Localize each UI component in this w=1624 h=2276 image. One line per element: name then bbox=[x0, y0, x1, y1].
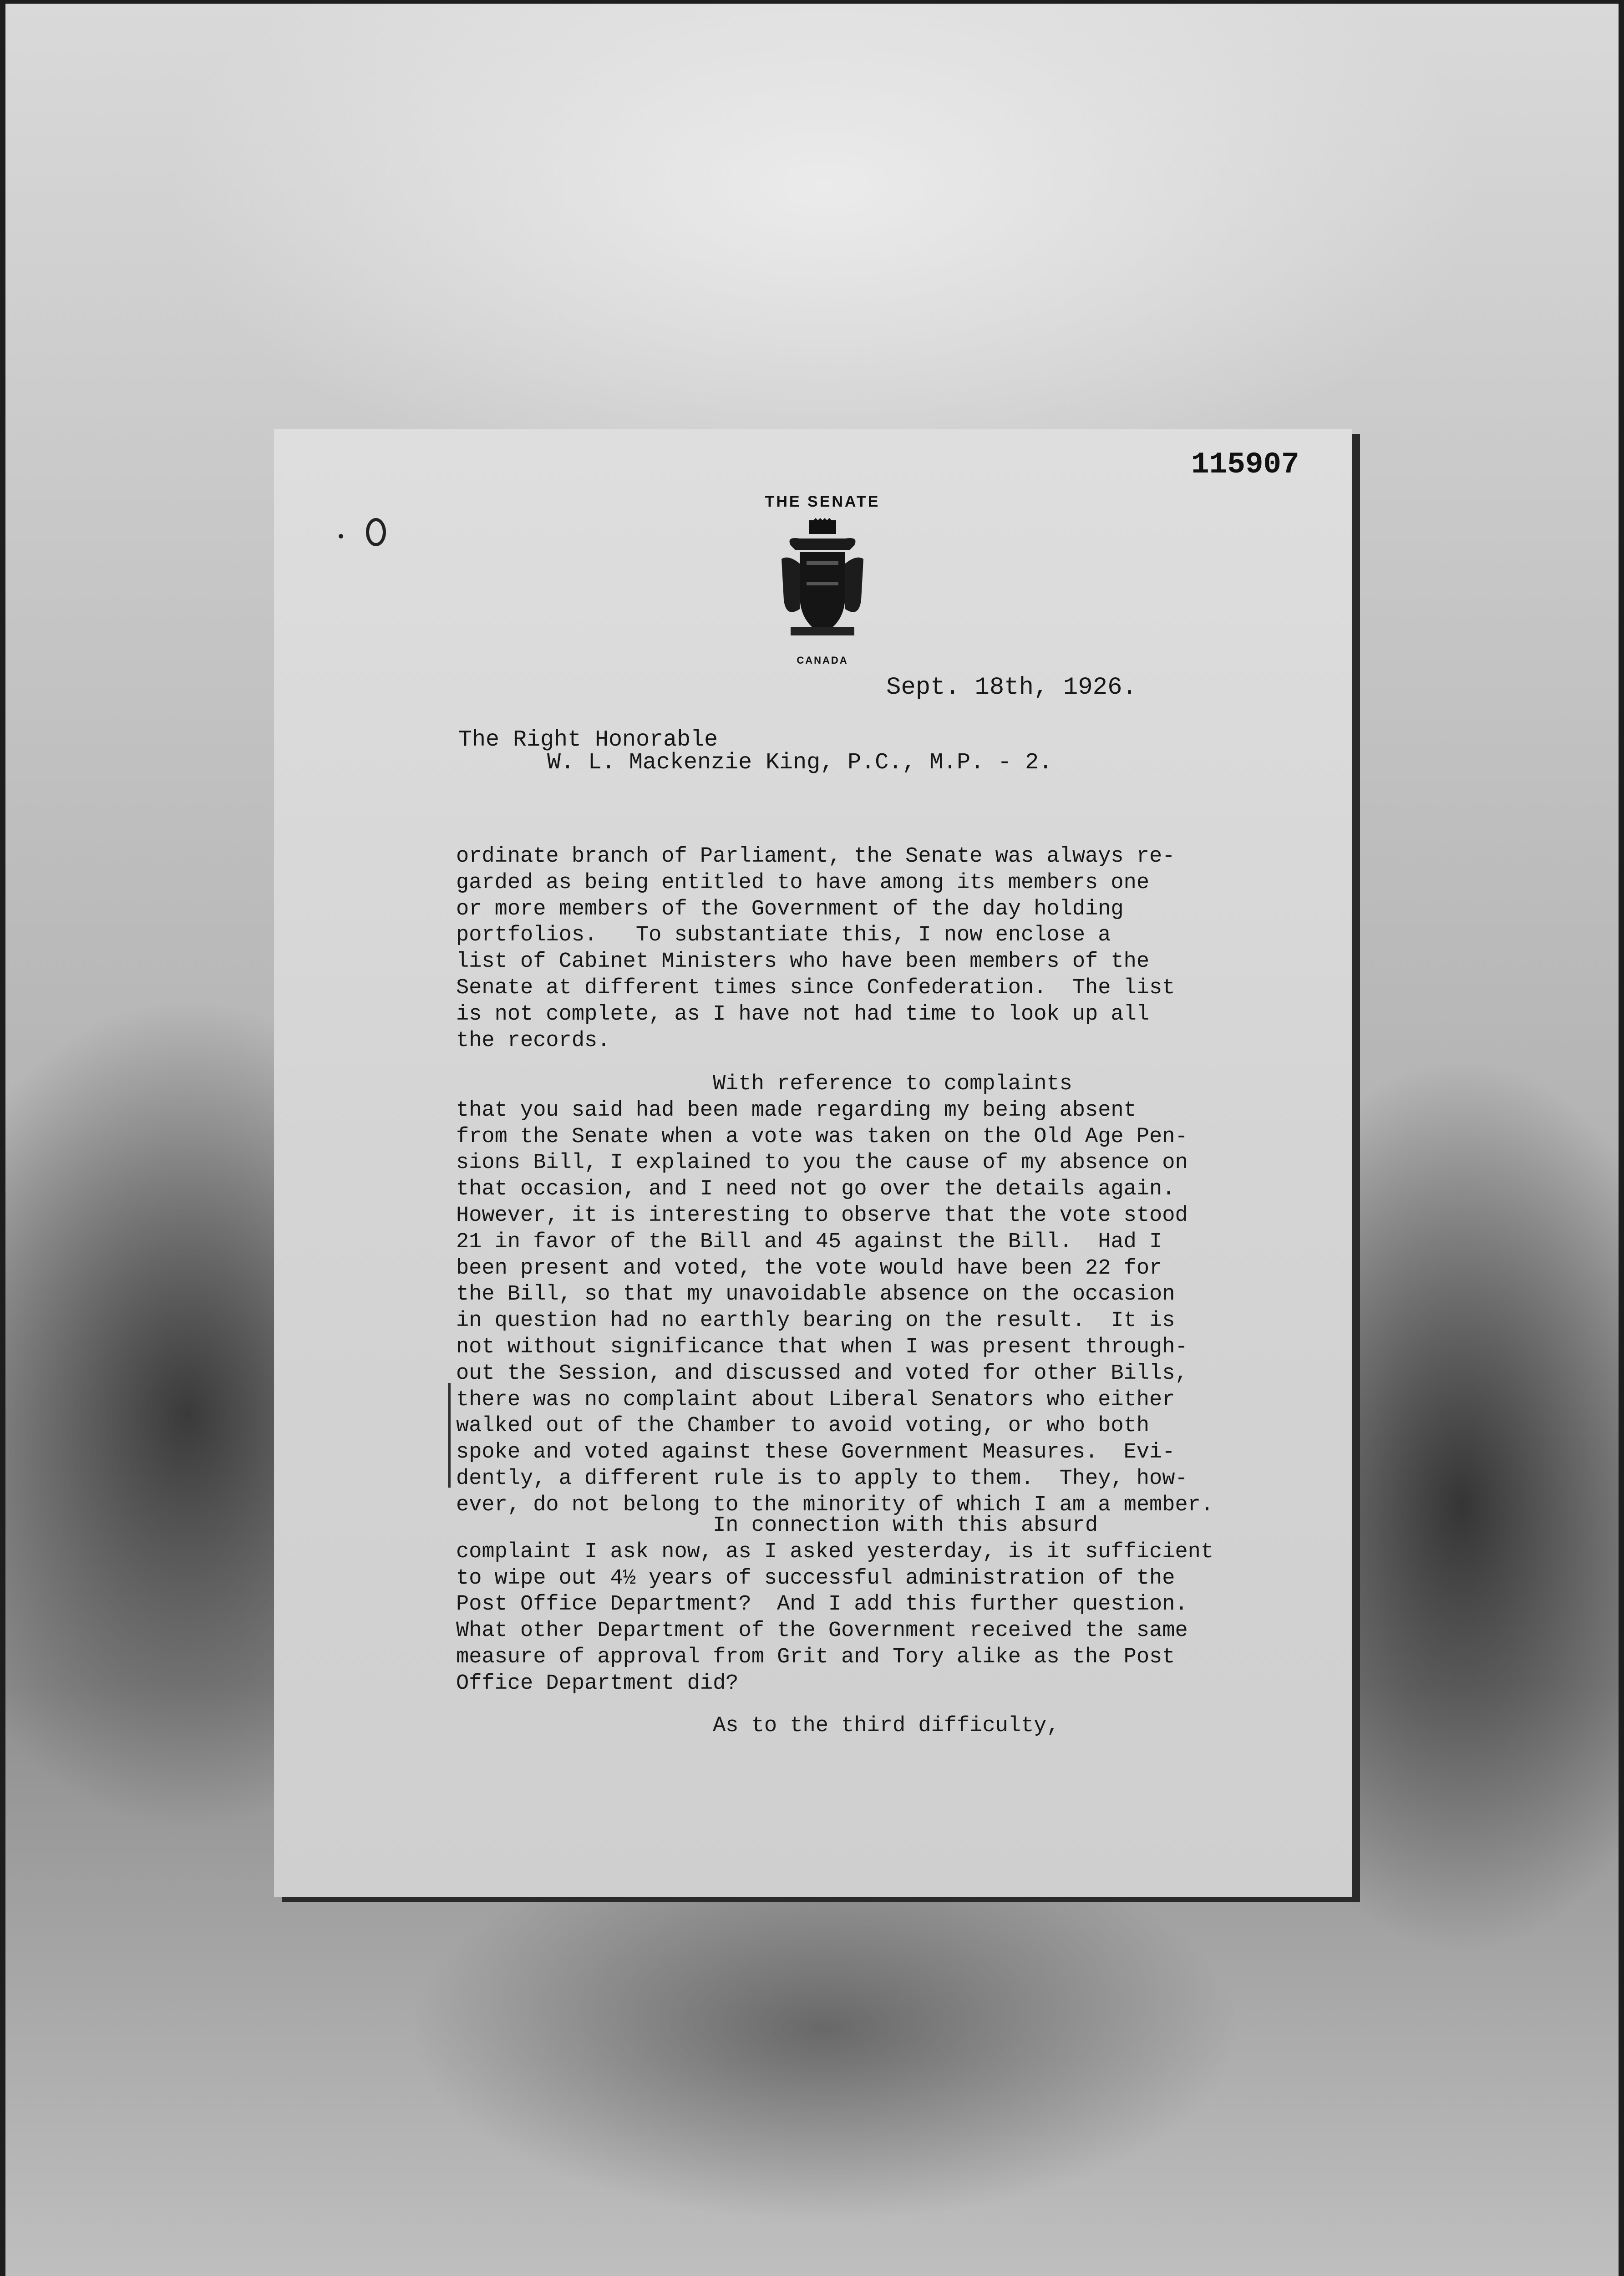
microfilm-frame bbox=[5, 4, 1619, 2276]
letter-paragraph: In connection with this absurd complaint I ask now, as I asked yesterday, is it sufficient to wipe out 4½ years of successful administration of the Post Office Department? And I add this further question. What other Department of the Government received the same measure of approval from Grit and Tory alike as the Post Office Department did? bbox=[456, 1514, 1214, 1696]
coat-of-arms-icon bbox=[782, 518, 863, 641]
senate-seal bbox=[745, 493, 900, 675]
letter-date: Sept. 18th, 1926. bbox=[886, 674, 1137, 701]
addressee-name: W. L. Mackenzie King, P.C., M.P. - 2. bbox=[547, 750, 1053, 776]
document-number: 115907 bbox=[1191, 447, 1299, 482]
margin-mark bbox=[448, 1383, 451, 1488]
letter-paragraph: ordinate branch of Parliament, the Senate was always re- garded as being entitled to have among its members one or more members of the Government of the day holding portfolios. To substantiate this, I now enclose a list of Cabinet Ministers who have been members of the Senate at different times since Confederation. The list is not complete, as I have not had time to look up all the records. bbox=[456, 844, 1175, 1053]
punch-mark bbox=[339, 534, 343, 539]
seal-bottom-text: CANADA bbox=[797, 655, 848, 666]
letter-sheet bbox=[274, 429, 1352, 1897]
letter-paragraph: As to the third difficulty, bbox=[456, 1714, 1060, 1738]
seal-top-text: THE SENATE bbox=[765, 493, 880, 510]
letter-paragraph: With reference to complaints that you said had been made regarding my being absent from the Senate when a vote was taken on the Old Age Pen- sions Bill, I explained to you the cause of my absence on that occasion, and I need not go over the details again. However, it is interesting to observe that the vote stood 21 in favor of the Bill and 45 against the Bill. Had I been present and voted, the vote would have been 22 for the Bill, so that my unavoidable absence on the occasion in question had no earthly bearing on the result. It is not without significance that when I was present through- out the Session, and discussed and voted for other Bills, there was no complaint about Liberal Senators who either walked out of the Chamber to avoid voting, or who both spoke and voted against these Government Measures. Evi- dently, a different rule is to apply to them. They, how- ever, do not belong to the minority of which I am a member. bbox=[456, 1072, 1214, 1517]
addressee-title: The Right Honorable bbox=[458, 727, 718, 753]
punch-hole bbox=[366, 518, 386, 546]
